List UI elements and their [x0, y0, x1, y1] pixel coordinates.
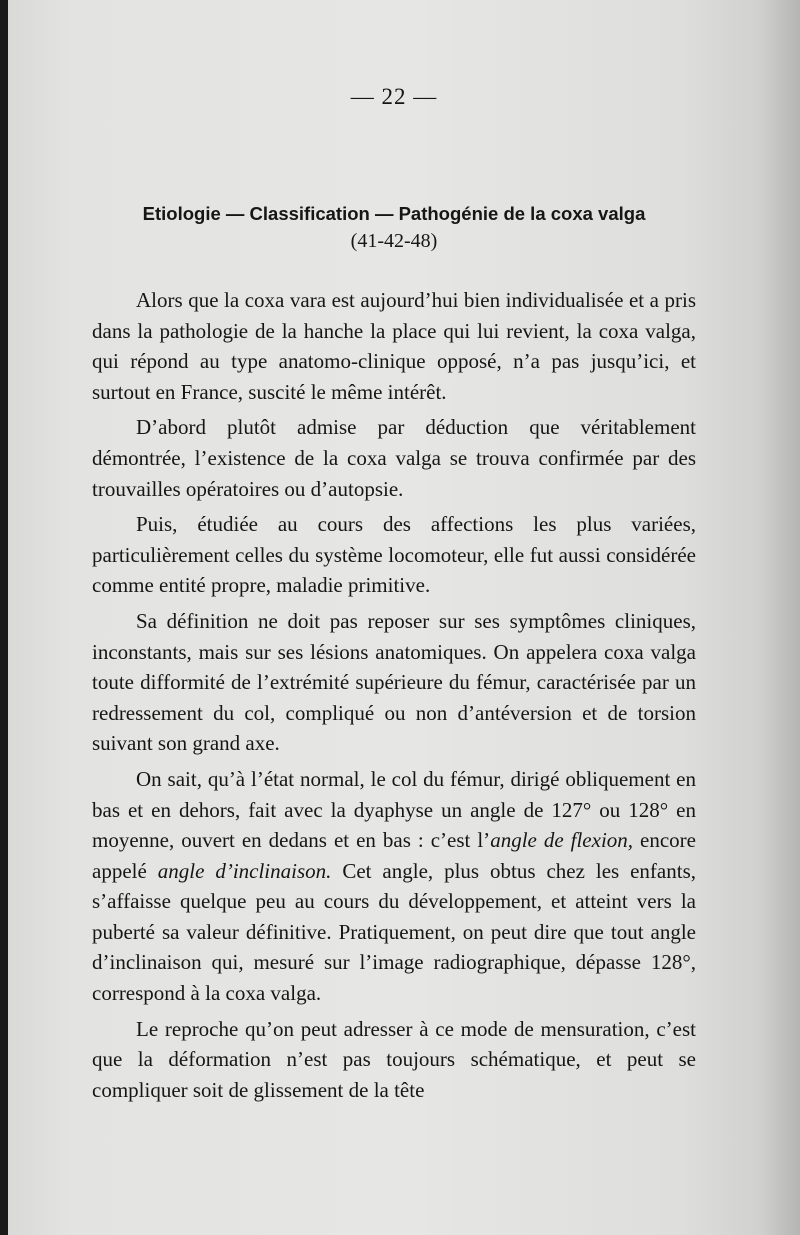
italic-term: angle de flexion,: [490, 828, 634, 853]
paragraph-text: Cet angle, plus obtus chez les enfants, s’affaisse quelque peu au cours du développement, et atteint vers la puberté sa valeur définitive. Pratiquement, on peut dire que tout angle d’inclinaison qui, mesuré sur l’image radiographique, dépasse 128°, correspond à la coxa valga.: [92, 858, 697, 1006]
paragraph: D’abord plutôt admise par déduction que véritablement démontrée, l’existence de la coxa valga se trouva confirmée par des trouvailles opératoires ou d’autopsie.: [92, 415, 696, 501]
body-text: [92, 285, 696, 1105]
paragraph: [92, 764, 696, 1009]
paragraph: Le reproche qu’on peut adresser à ce mode de mensuration, c’est que la déformation n’est pas toujours schématique, et peut se compliquer soit de glissement de la tête: [92, 1016, 696, 1102]
paragraph: Alors que la coxa vara est aujourd’hui bien individualisée et a pris dans la pathologie de la hanche la place qui lui revient, la coxa valga, qui répond au type anatomo-clinique opposé, n’a pas jusqu’ici, et surtout en France, suscité le même intérêt.: [92, 288, 696, 404]
paragraph-text: encore appelé: [92, 828, 696, 883]
paragraph-text: On sait, qu’à l’état normal, le col du fémur, dirigé obliquement en bas et en dehors, fait avec la dyaphyse un angle de 127° ou 128° en moyenne, ouvert en dedans et en bas : c’est l’: [92, 766, 696, 853]
page-number: — 22 —: [350, 84, 438, 109]
paragraph: Sa définition ne doit pas reposer sur ses symptômes cliniques, inconstants, mais sur ses lésions anatomiques. On appelera coxa valga toute difformité de l’extrémité supérieure du fémur, caractérisée par un redressement du col, compliqué ou non d’antéversion et de torsion suivant son grand axe.: [92, 608, 696, 756]
section-heading: Etiologie — Classification — Pathogénie de la coxa valga: [142, 203, 646, 224]
paragraph: Puis, étudiée au cours des affections les plus variées, particulièrement celles du système locomoteur, elle fut aussi considérée comme entité propre, maladie primitive.: [92, 512, 696, 598]
italic-term: angle d’inclinaison.: [157, 858, 332, 883]
section-references: (41-42-48): [350, 230, 438, 252]
book-page: [8, 0, 800, 1235]
